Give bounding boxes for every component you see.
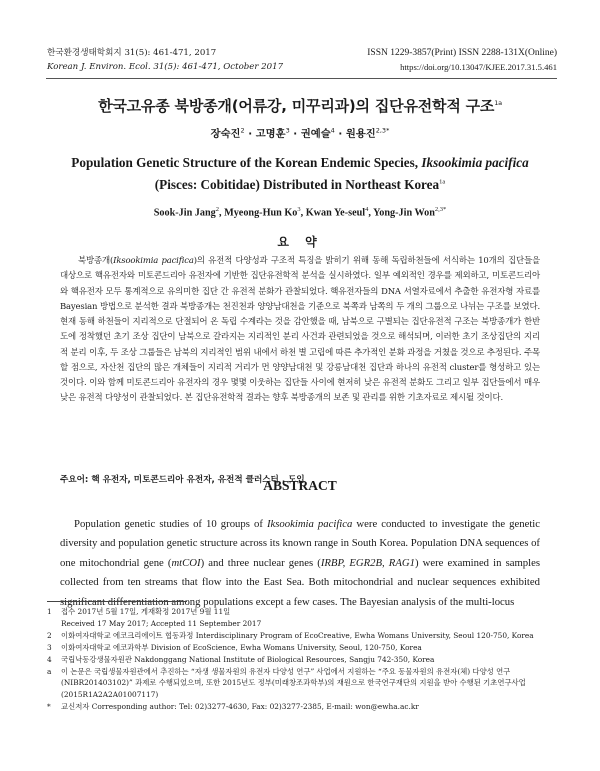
footnote: 3 이화여자대학교 에코과학부 Division of EcoScience, Ewha Womans University, Seoul, 120-750, Korea [47, 642, 422, 652]
keywords-korean: 주요어: 핵 유전자, 미토콘드리아 유전자, 유전적 클러스터 , 도입 [60, 475, 305, 485]
footnote: * 교신저자 Corresponding author: Tel: 02)3277-4630, Fax: 02)3277-2385, E-mail: won@ewha.ac.kr [47, 702, 419, 712]
issn-text: ISSN 1229-3857(Print) ISSN 2288-131X(Online) [367, 48, 557, 58]
header-rule [46, 78, 557, 79]
footnote: 1 접수 2017년 5월 17일, 게재확정 2017년 9월 11일 [47, 607, 231, 616]
author-en: Myeong-Hun Ko [224, 207, 298, 219]
footnote: Received 17 May 2017; Accepted 11 September 2017 [61, 618, 262, 628]
title-korean: 한국고유종 북방종개(어류강, 미꾸리과)의 집단유전학적 구조$^{1a}$ [98, 97, 502, 115]
doi-link[interactable]: https://doi.org/10.13047/KJEE.2017.31.5.461 [400, 62, 557, 72]
author-en: Sook-Jin Jang [153, 207, 216, 219]
author-en: Kwan Ye-seul [305, 207, 366, 219]
abstract-heading: ABSTRACT [263, 478, 337, 493]
author-kr: 권예슬 [300, 128, 331, 140]
issn-doi-block [367, 46, 557, 74]
author-en: Yong-Jin Won [373, 207, 435, 219]
footnote-rule [47, 601, 187, 602]
korean-abstract: 북방종개(Iksookimia pacifica)의 유전적 다양성과 구조적 특징을 밝히기 위해 동해 독립하천들에 서식하는 10개의 집단들을 대상으로 핵유전자와 미토콘드리아 유전자에 기반한 집단유전학적 분석을 실시하였다. 일부 예외적인 경우를 제외하고, 미토콘드리아와 핵유전자 모두 통계적으로 유의미한 집단 간 유전적 분화가 관찰되었다. 핵유전자들의 DNA 서열자료에서 추출한 유전자형 자료를 Bayesian 방법으로 분석한 결과 북방종개는 천진천과 양양남대천을 기준으로 북쪽과 남쪽의 두 개의 그룹으로 나뉘는 구조를 보였다. 현재 동해 하천들이 지리적으로 단절되어 온 독립 수계라는 것을 감안했을 때, 남북으로 구별되는 집단유전적 구조는 북방종개가 한반도에 정착했던 초기 조상 집단이 남북으로 갈라지는 지리적인 분리 사건과 관련되었을 것으로 해석되며, 이러한 초기 조상집단의 지리적 분리 이후, 두 조상 그룹들은 남북의 지리적인 범위 내에서 하천 별 고립에 따른 추가적인 분화 과정을 거쳤을 것으로 추정된다. 주목할 점으로, 자산천 집단의 많은 개체들이 지리적 거리가 먼 양양남대천 및 강릉남대천 집단과 하나의 유전적 cluster를 형성하고 있는 것이다. 이와 함께 미토콘드리아 유전자의 경우 몇몇 이웃하는 집단들 사이에 현저히 낮은 유전적 분화도 그리고 일부 집단들에서 매우 낮은 유전적 다양성이 관찰되었다. 본 집단유전학적 결과는 향후 북방종개의 보존 및 관리를 위한 기초자료로 제시될 것이다. [60, 255, 540, 403]
authors-korean: 장숙진$^2$ · 고명훈$^3$ · 권예슬$^4$ · 원용진$^{2,3*}$ [210, 126, 390, 140]
journal-citation [47, 46, 283, 74]
footnote: a 이 논문은 국립생물자원관에서 추진하는 “자생 생물자원의 유전자 다양성 연구” 사업에서 지원하는 “주요 동물자원의 유전자(체) 다양성 연구(NIBR201403102)” 과제로 수행되었으며, 또한 2015년도 정부(미래창조과학부)의 재원으로 한국연구재단의 지원을 받아 수행된 기초연구사업(2015R1A2A2A01007117) [47, 666, 526, 700]
journal-citation-kr: 한국환경생태학회지 31(5): 461-471, 2017 [47, 48, 217, 58]
footnote: 4 국립낙동강생물자원관 Nakdonggang National Institute of Biological Resources, Sangju 742-350, Korea [47, 654, 435, 664]
footnote: 2 이화여자대학교 에코크리에이트 협동과정 Interdisciplinary Program of EcoCreative, Ewha Womans University, Seoul 120-750, Korea [47, 630, 534, 640]
journal-citation-en: Korean J. Environ. Ecol. 31(5): 461-471, October 2017 [47, 62, 284, 72]
korean-abstract-heading: 요 약 [277, 235, 323, 249]
title-english-line1: Population Genetic Structure of the Korean Endemic Species, Iksookimia pacifica [71, 155, 529, 170]
title-english-line2: (Pisces: Cobitidae) Distributed in Northeast Korea$^{1a}$ [154, 177, 446, 192]
author-kr: 원용진 [345, 128, 376, 140]
author-kr: 장숙진 [210, 128, 241, 140]
authors-english: Sook-Jin Jang$^2$, Myeong-Hun Ko$^3$, Kwan Ye-seul$^4$, Yong-Jin Won$^{2,3*}$ [153, 206, 447, 219]
author-kr: 고명훈 [255, 128, 286, 140]
english-abstract: Population genetic studies of 10 groups of Iksookimia pacifica were conducted to investigate the genetic diversity and population genetic structure across its known range in South Korea. Population DNA sequences of one mitochondrial gene (mtCOI) and three nuclear genes (IRBP, EGR2B, RAG1) were examined in samples collected from ten streams that flow into the East Sea. Both mitochondrial and nuclear sequences exhibited significant differentiation among populations except a few cases. The Bayesian analysis of the multi-locus [60, 518, 541, 608]
footnotes [47, 606, 555, 713]
